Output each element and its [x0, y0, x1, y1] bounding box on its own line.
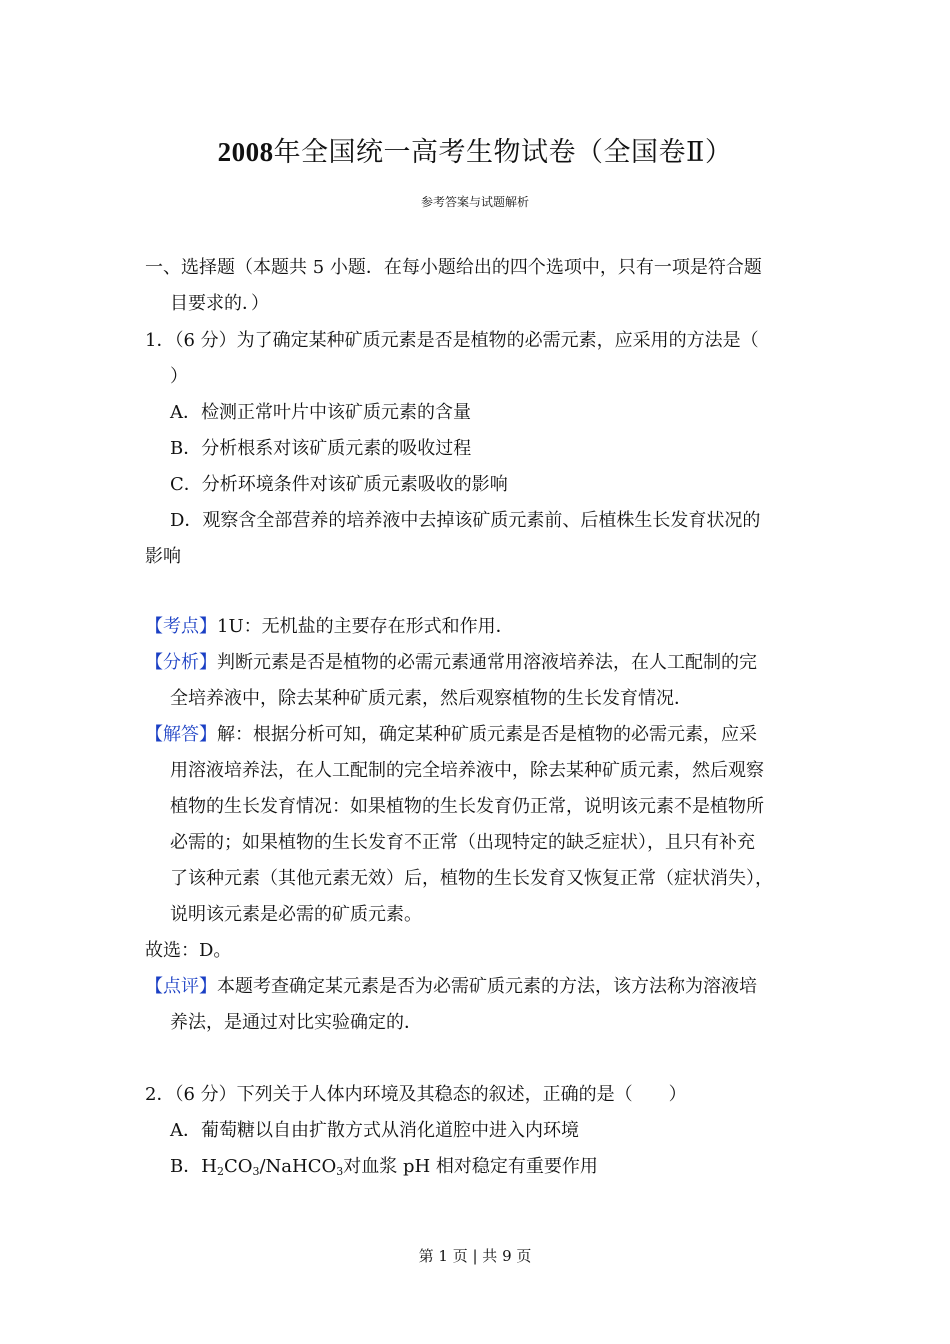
q2-b-sub2: 3: [252, 1165, 260, 1178]
page-title: [0, 130, 950, 169]
title-year: 2008: [217, 137, 274, 167]
title-text: 年全国统一高考生物试卷（全国卷Ⅱ）: [273, 137, 733, 168]
q2-b-sub1: 2: [216, 1165, 224, 1178]
q1-option-c: C．分析环境条件对该矿质元素吸收的影响: [170, 474, 508, 495]
q1-answer: 故选：D。: [145, 940, 232, 961]
q1-dianping-line1: [145, 974, 757, 1000]
q1-option-a: A．检测正常叶片中该矿质元素的含量: [170, 402, 471, 423]
jieda-text-1: 解：根据分析可知，确定某种矿质元素是否是植物的必需元素，应采: [217, 724, 757, 745]
q1-jieda-line5: 了该种元素（其他元素无效）后，植物的生长发育又恢复正常（症状消失），: [170, 868, 773, 889]
q1-kaodian: [145, 614, 514, 640]
q2-b-pre: B．H: [170, 1156, 217, 1177]
q1-fenxi-line2: 全培养液中，除去某种矿质元素，然后观察植物的生长发育情况．: [170, 688, 692, 709]
q2-b-post: 对血浆 pH 相对稳定有重要作用: [343, 1156, 598, 1177]
q1-jieda-line2: 用溶液培养法，在人工配制的完全培养液中，除去某种矿质元素，然后观察: [170, 760, 764, 781]
q1-option-d-line1: D．观察含全部营养的培养液中去掉该矿质元素前、后植株生长发育状况的: [170, 510, 761, 531]
section-heading-line2: 目要求的．）: [170, 293, 269, 314]
fenxi-text-1: 判断元素是否是植物的必需元素通常用溶液培养法，在人工配制的完: [217, 652, 757, 673]
dianping-tag: 【点评】: [145, 976, 217, 997]
q2-stem: 2．（6 分）下列关于人体内环境及其稳态的叙述，正确的是（ ）: [145, 1084, 687, 1105]
page-footer: 第 1 页 | 共 9 页: [418, 1247, 532, 1265]
q2-b-mid2: /NaHCO: [259, 1156, 337, 1177]
q2-b-mid1: CO: [223, 1156, 253, 1177]
section-heading-line1: 一、选择题（本题共 5 小题．在每小题给出的四个选项中，只有一项是符合题: [145, 257, 762, 278]
q2-option-b: [170, 1154, 598, 1180]
fenxi-tag: 【分析】: [145, 652, 217, 673]
q1-jieda-line6: 说明该元素是必需的矿质元素。: [170, 904, 422, 925]
dianping-text-1: 本题考查确定某元素是否为必需矿质元素的方法，该方法称为溶液培: [217, 976, 757, 997]
q1-jieda-line4: 必需的；如果植物的生长发育不正常（出现特定的缺乏症状），且只有补充: [170, 832, 755, 853]
kaodian-tag: 【考点】: [145, 616, 217, 637]
q2-b-sub3: 3: [336, 1165, 344, 1178]
q1-stem-line1: 1．（6 分）为了确定某种矿质元素是否是植物的必需元素，应采用的方法是（: [145, 330, 759, 351]
q1-dianping-line2: 养法，是通过对比实验确定的．: [170, 1012, 422, 1033]
page-subtitle: 参考答案与试题解析: [420, 195, 529, 209]
q1-option-b: B．分析根系对该矿质元素的吸收过程: [170, 438, 472, 459]
q1-fenxi-line1: [145, 650, 757, 676]
kaodian-text: 1U：无机盐的主要存在形式和作用．: [217, 616, 514, 637]
q1-option-d-line2: 影响: [145, 546, 181, 567]
q1-stem-line2: ）: [170, 366, 188, 387]
jieda-tag: 【解答】: [145, 724, 217, 745]
q2-option-a: A．葡萄糖以自由扩散方式从消化道腔中进入内环境: [170, 1120, 579, 1141]
q1-jieda-line3: 植物的生长发育情况：如果植物的生长发育仍正常，说明该元素不是植物所: [170, 796, 764, 817]
q1-jieda-line1: [145, 722, 757, 748]
